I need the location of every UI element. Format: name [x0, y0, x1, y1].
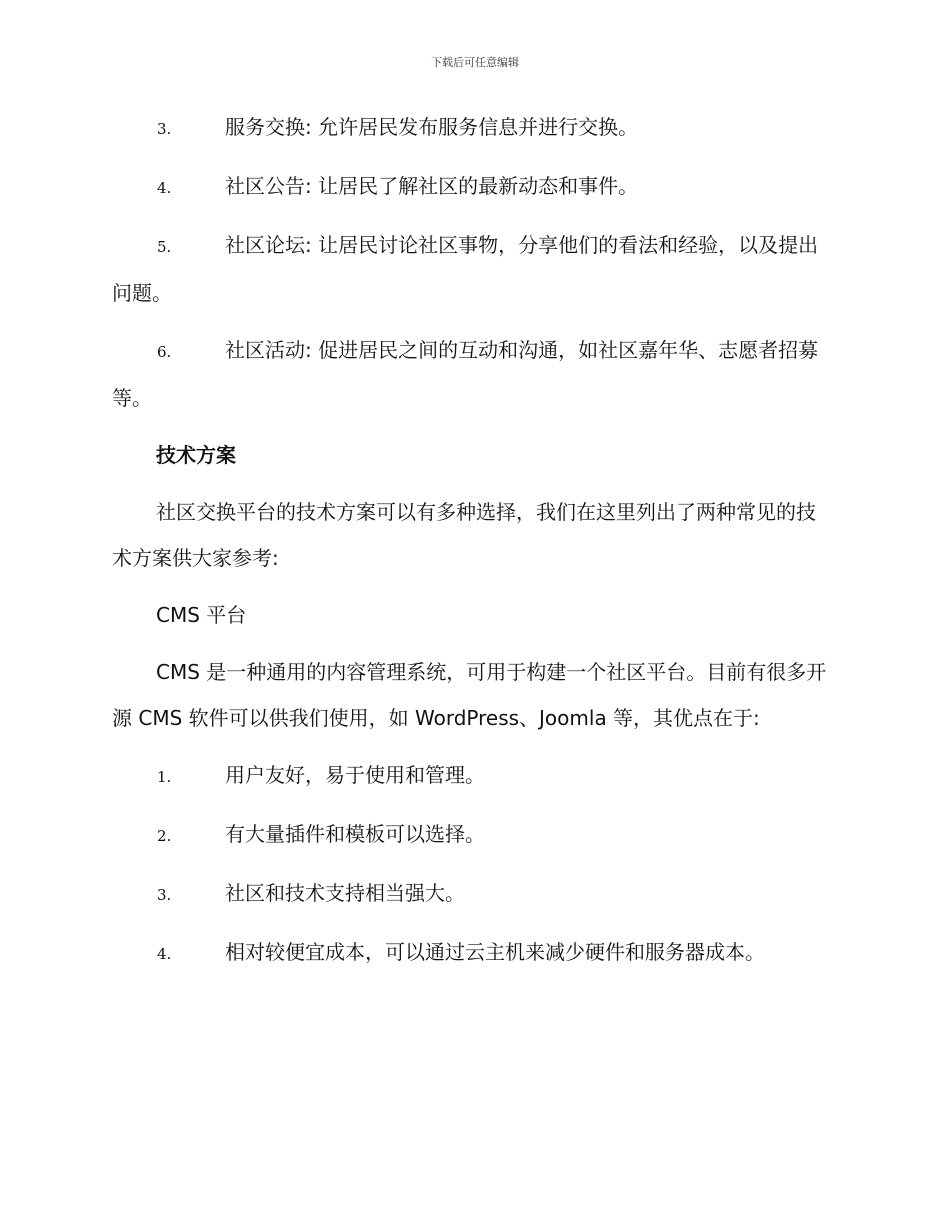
list-text: 社区活动: 促进居民之间的互动和沟通，如社区嘉年华、志愿者招募等。 [112, 338, 819, 410]
list-number: 2. [157, 827, 172, 845]
section-heading-cms: CMS 平台 [156, 603, 247, 627]
list-number: 1. [157, 768, 172, 786]
list-text: 社区和技术支持相当强大。 [225, 881, 465, 905]
page-header-note: 下载后可任意编辑 [431, 56, 519, 69]
list-number: 6. [157, 343, 172, 361]
list-text: 社区论坛: 让居民讨论社区事物，分享他们的看法和经验，以及提出问题。 [112, 233, 819, 305]
list-number: 3. [157, 886, 172, 904]
list-number: 3. [157, 120, 172, 138]
list-number: 4. [157, 945, 172, 963]
list-number: 4. [157, 179, 172, 197]
list-item [112, 870, 832, 918]
list-text: 用户友好，易于使用和管理。 [225, 763, 485, 787]
list-item [112, 327, 832, 421]
list-item [112, 752, 832, 800]
list-item [112, 929, 832, 977]
paragraph-tech-intro: 社区交换平台的技术方案可以有多种选择，我们在这里列出了两种常见的技术方案供大家参考: [112, 500, 816, 570]
paragraph-cms-intro: CMS 是一种通用的内容管理系统，可用于构建一个社区平台。目前有很多开源 CMS 软件可以供我们使用，如 WordPress、Joomla 等，其优点在于: [112, 660, 827, 730]
list-item [112, 811, 832, 859]
list-text: 相对较便宜成本，可以通过云主机来减少硬件和服务器成本。 [225, 940, 765, 964]
list-text: 有大量插件和模板可以选择。 [225, 822, 485, 846]
list-number: 5. [157, 238, 172, 256]
list-item [112, 163, 832, 211]
list-text: 服务交换: 允许居民发布服务信息并进行交换。 [225, 115, 639, 139]
list-item [112, 104, 832, 152]
list-item [112, 222, 832, 316]
list-text: 社区公告: 让居民了解社区的最新动态和事件。 [225, 174, 639, 198]
section-heading-tech: 技术方案 [156, 443, 236, 467]
document-body [112, 104, 832, 977]
